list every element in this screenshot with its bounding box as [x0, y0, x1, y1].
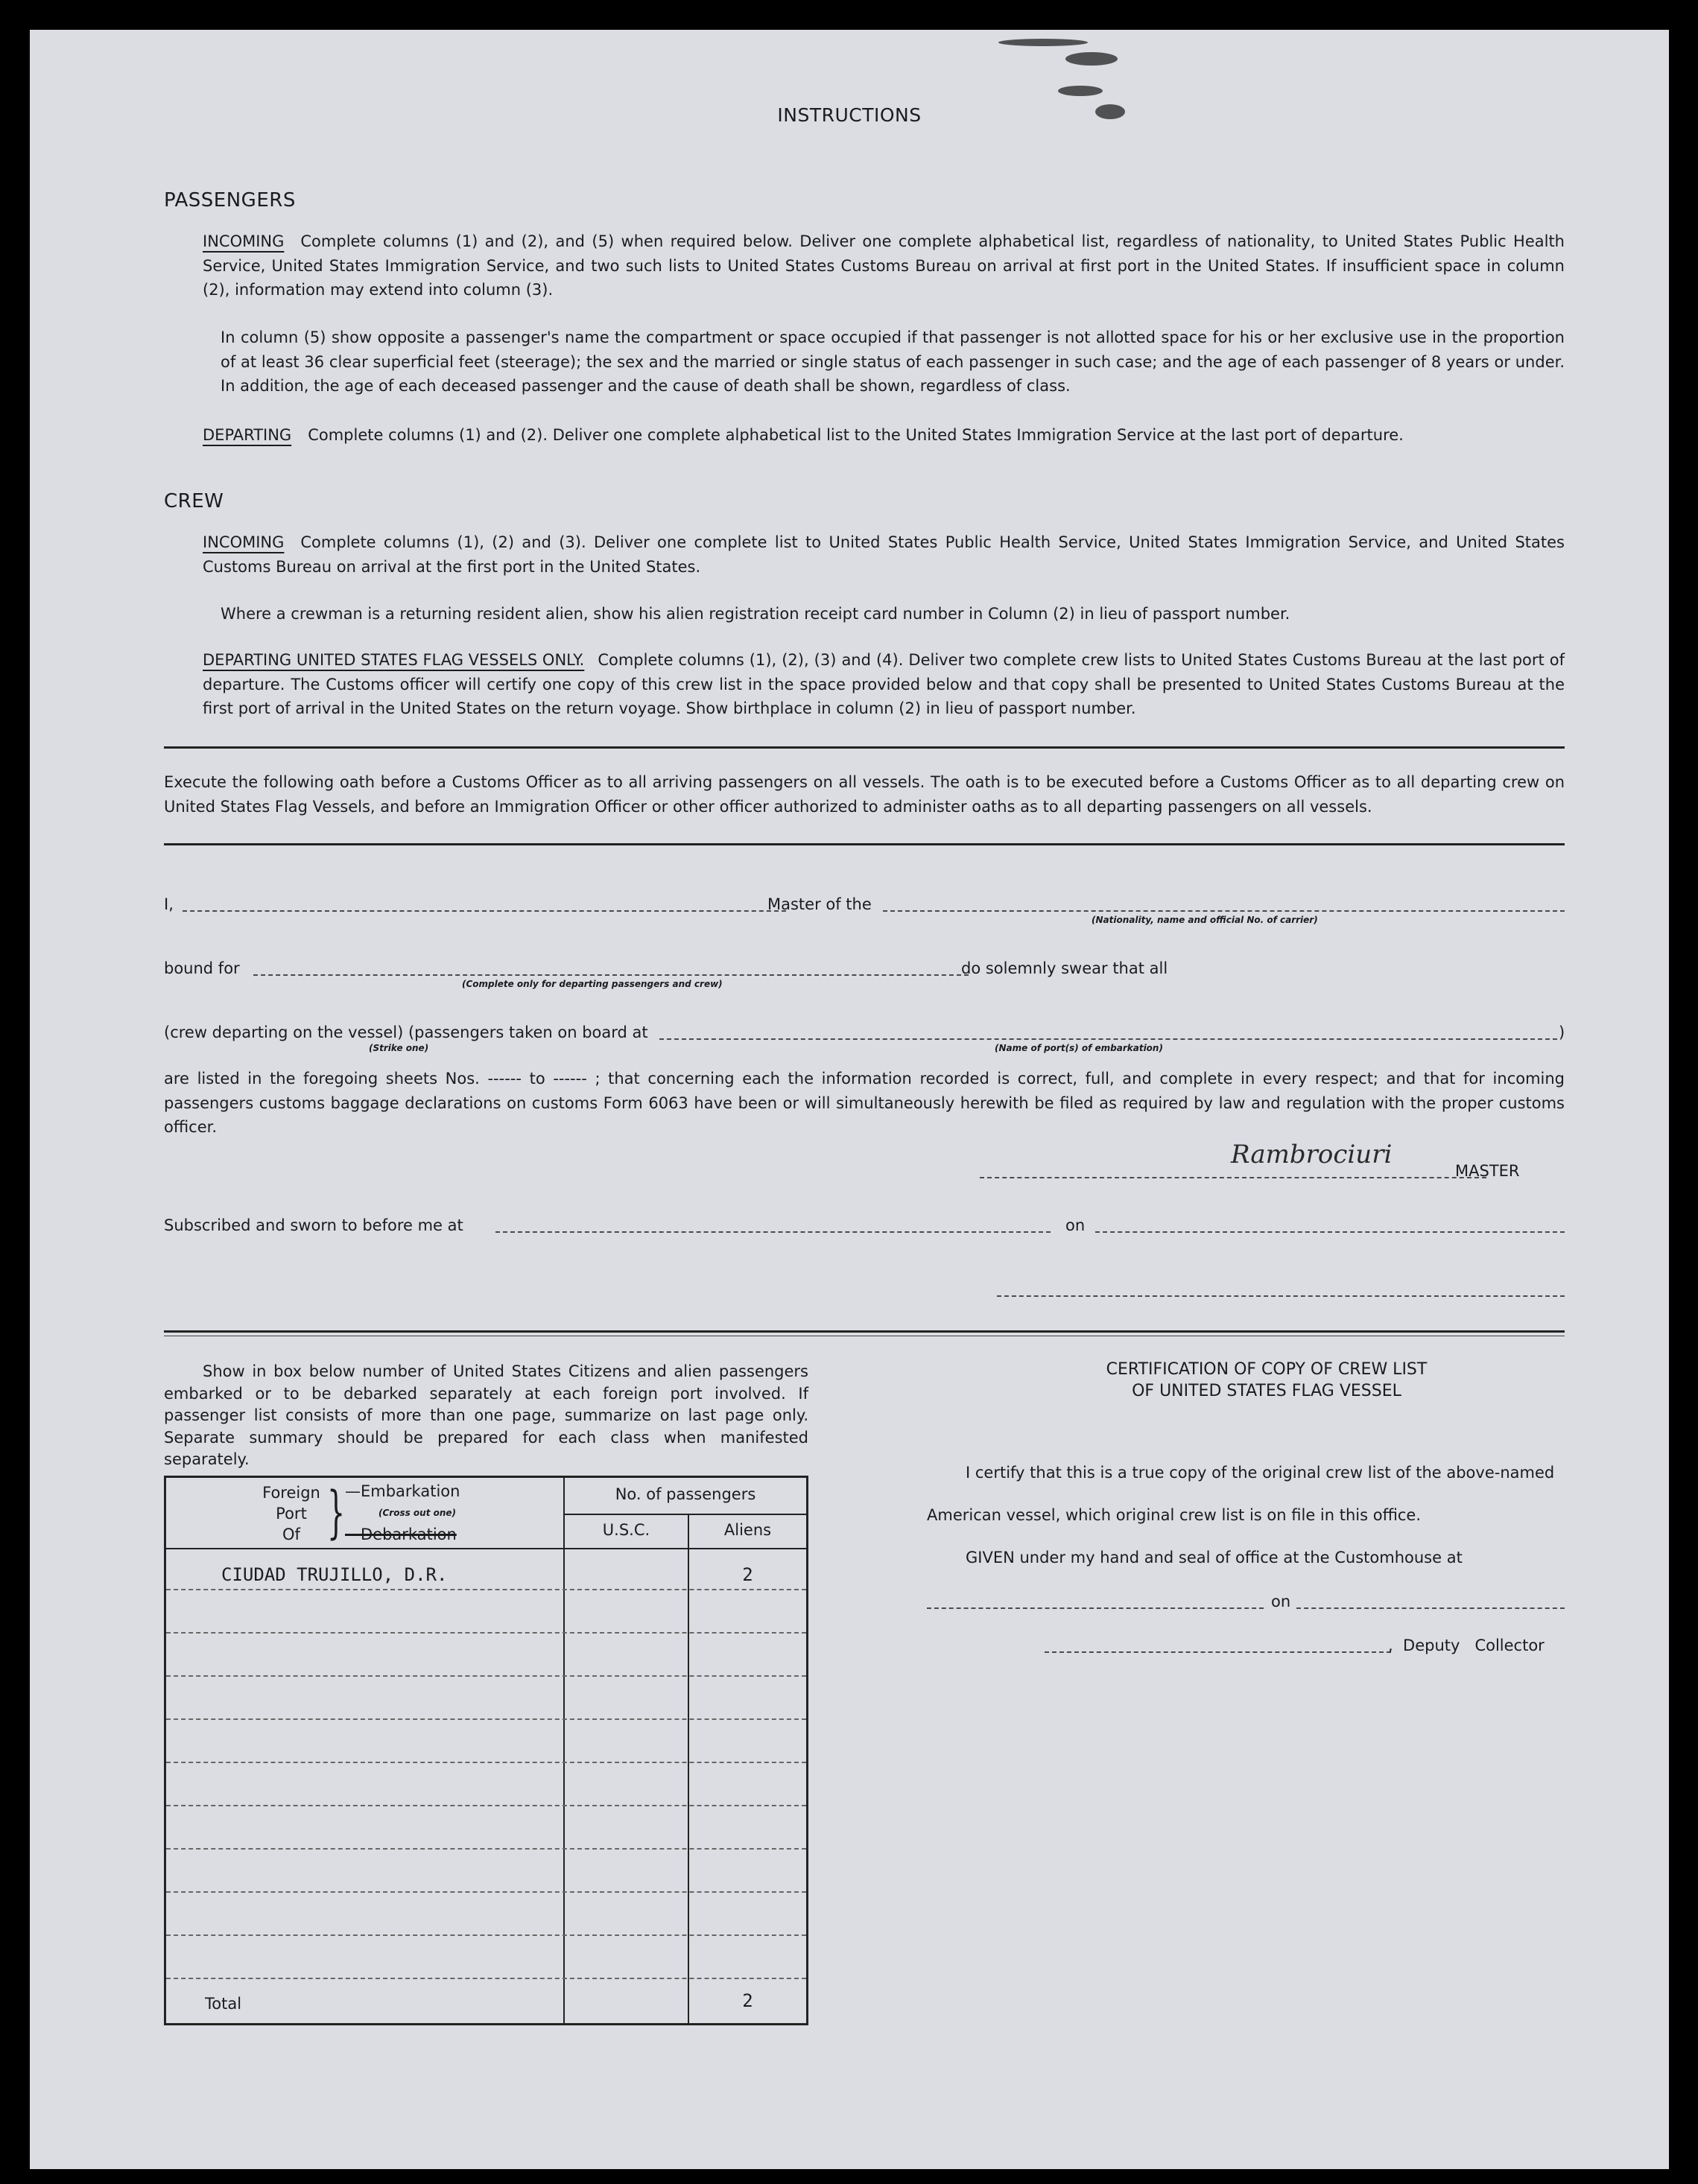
- crew-incoming-label: INCOMING: [203, 533, 285, 551]
- carrier-field[interactable]: [883, 910, 1565, 912]
- certification-date-field[interactable]: [1296, 1607, 1565, 1609]
- total-aliens: 2: [742, 1990, 753, 2011]
- certification-text3: GIVEN under my hand and seal of office at the Customhouse at: [966, 1549, 1463, 1566]
- bound-for-field[interactable]: [253, 974, 969, 976]
- subscribed-label: Subscribed and sworn to before me at: [164, 1216, 463, 1234]
- crew-departing-paragraph: [203, 648, 1565, 721]
- page-title: INSTRUCTIONS: [777, 104, 922, 126]
- table-row: [166, 1848, 806, 1850]
- sworn-place-field[interactable]: [495, 1231, 1051, 1233]
- table-row: [166, 1762, 806, 1763]
- listed-suffix: ; that concerning each the information recorded is correct, full, and complete in every respect; and that for incoming passengers customs baggage declarations on customs Form 6063 have been or will simultaneously herewith be filed as required by law and regulation with the proper customs officer.: [164, 1070, 1565, 1136]
- swear-text: do solemnly swear that all: [961, 959, 1168, 977]
- to-label: to: [529, 1070, 545, 1088]
- departing-text: Complete columns (1) and (2). Deliver one complete alphabetical list to the United States Immigration Service at the last port of departure.: [308, 426, 1404, 444]
- embarkation-option[interactable]: —Embarkation: [345, 1482, 460, 1500]
- table-row: [166, 1891, 806, 1893]
- customhouse-field[interactable]: [927, 1607, 1264, 1609]
- oath-intro: Execute the following oath before a Customs Officer as to all arriving passengers on all vessels. The oath is to be executed before a Customs Officer as to all departing crew on United States Flag Vessels, and before an Immigration Officer or other officer authorized to administer oaths as to all departing passengers on all vessels.: [164, 773, 1565, 816]
- bound-hint: (Complete only for departing passengers and crew): [462, 979, 723, 989]
- strike-one-hint: (Strike one): [369, 1043, 429, 1053]
- table-vline: [563, 1478, 565, 2023]
- total-label: Total: [205, 1995, 242, 2013]
- passengers-incoming-paragraph: [203, 229, 1565, 302]
- carrier-hint: (Nationality, name and official No. of carrier): [1092, 915, 1318, 925]
- embarkation-port-field[interactable]: [659, 1038, 1557, 1040]
- foreign-label: Foreign: [262, 1484, 320, 1502]
- certification-title-line2: OF UNITED STATES FLAG VESSEL: [1132, 1382, 1401, 1400]
- table-row: [166, 1934, 806, 1936]
- usc-header: U.S.C.: [602, 1521, 650, 1539]
- table-row: [166, 1675, 806, 1677]
- table-hline: [563, 1514, 806, 1515]
- crew-departing-text-oath: (crew departing on the vessel) (passengers taken on board at: [164, 1023, 648, 1041]
- port-label: Port: [276, 1505, 307, 1523]
- sheet-to-field[interactable]: ------: [553, 1070, 587, 1088]
- crew-departing-label: DEPARTING UNITED STATES FLAG VESSELS ONLY.: [203, 651, 585, 669]
- cross-out-hint: (Cross out one): [378, 1508, 457, 1518]
- column5-paragraph: In column (5) show opposite a passenger's name the compartment or space occupied if that passenger is not allotted space for his or her exclusive use in the proportion of at least 36 clear superficial feet (steerage); the sex and the married or single status of each passenger in such case; and the age of each passenger of 8 years or under. In addition, the age of each deceased passenger and the cause of death shall be shown, regardless of class.: [221, 328, 1565, 395]
- incoming-label: INCOMING: [203, 232, 285, 250]
- table-row: [166, 1978, 806, 1979]
- bound-for-label: bound for: [164, 959, 240, 977]
- divider: [164, 1330, 1565, 1333]
- certification-title-line1: CERTIFICATION OF COPY OF CREW LIST: [1106, 1360, 1428, 1379]
- scan-smudge: [1058, 86, 1103, 96]
- divider: [164, 843, 1565, 845]
- master-of-the-label: Master of the: [767, 895, 872, 913]
- officer-signature-field[interactable]: [997, 1295, 1565, 1297]
- crew-departing-text: Complete columns (1), (2), (3) and (4). Deliver two complete crew lists to United States Customs Bureau at the last port of departure. The Customs officer will certify one copy of this crew list in the space provided below and that copy shall be presented to United States Customs Bureau at the first port of arrival in the United States on the return voyage. Show birthplace in column (2) in lieu of passport number.: [203, 651, 1565, 717]
- crew-incoming-text: Complete columns (1), (2) and (3). Deliver one complete list to United States Public Health Service, United States Immigration Service, and United States Customs Bureau on arrival at the first port in the United States.: [203, 533, 1565, 576]
- crew-incoming-paragraph: [203, 530, 1565, 579]
- master-signature-line: [980, 1177, 1486, 1178]
- row-port: CIUDAD TRUJILLO, D.R.: [221, 1564, 448, 1585]
- certification-text1: I certify that this is a true copy of the original crew list of the above-named: [966, 1464, 1555, 1482]
- crew-resident-paragraph: Where a crewman is a returning resident alien, show his alien registration receipt card number in Column (2) in lieu of passport number.: [221, 605, 1290, 623]
- departing-label: DEPARTING: [203, 426, 292, 444]
- row-aliens: 2: [742, 1564, 753, 1585]
- table-row: [166, 1632, 806, 1634]
- summary-instruction: Show in box below number of United States Citizens and alien passengers embarked or to be debarked separately at each foreign port involved. If passenger list consists of more than one page, summarize on last page only. Separate summary should be prepared for each class when manifested separately.: [164, 1362, 808, 1468]
- divider: [164, 746, 1565, 749]
- of-label: Of: [282, 1526, 300, 1543]
- passengers-departing-paragraph: [203, 423, 1565, 448]
- passenger-summary-table: [164, 1476, 808, 2025]
- debarkation-option[interactable]: —Debarkation: [345, 1526, 457, 1543]
- brace-icon: }: [327, 1479, 346, 1545]
- master-name-field[interactable]: [183, 910, 786, 912]
- master-signature: Rambrociuri: [1231, 1140, 1393, 1169]
- master-label: MASTER: [1455, 1162, 1520, 1180]
- no-of-passengers-header: No. of passengers: [615, 1485, 756, 1503]
- oath-i-label: I,: [164, 895, 174, 913]
- table-row: [166, 1589, 806, 1590]
- certification-text2: American vessel, which original crew list is on file in this office.: [927, 1506, 1422, 1524]
- document-page: [30, 30, 1669, 2169]
- table-row: [166, 1805, 806, 1806]
- incoming-text: Complete columns (1) and (2), and (5) when required below. Deliver one complete alphabetical list, regardless of nationality, to United States Public Health Service, United States Immigration Service, and two such lists to United States Customs Bureau on arrival at first port in the United States. If insufficient space in column (2), information may extend into column (3).: [203, 232, 1565, 299]
- scan-smudge: [998, 39, 1088, 46]
- sheet-from-field[interactable]: ------: [487, 1070, 522, 1088]
- deputy-collector-label: , Deputy Collector: [1388, 1637, 1545, 1654]
- table-header-bottom: [166, 1548, 806, 1549]
- deputy-collector-field[interactable]: [1045, 1651, 1391, 1653]
- table-row: [166, 1718, 806, 1720]
- listed-prefix: are listed in the foregoing sheets Nos.: [164, 1070, 480, 1088]
- listed-paragraph: [164, 1067, 1565, 1140]
- sworn-date-field[interactable]: [1095, 1231, 1565, 1233]
- crew-heading: CREW: [164, 490, 224, 512]
- port-hint: (Name of port(s) of embarkation): [995, 1043, 1163, 1053]
- passengers-heading: PASSENGERS: [164, 189, 296, 212]
- scan-smudge: [1065, 52, 1118, 66]
- sworn-on-label: on: [1065, 1216, 1086, 1234]
- certification-on-label: on: [1271, 1593, 1291, 1610]
- close-paren: ): [1559, 1023, 1565, 1041]
- aliens-header: Aliens: [723, 1521, 772, 1539]
